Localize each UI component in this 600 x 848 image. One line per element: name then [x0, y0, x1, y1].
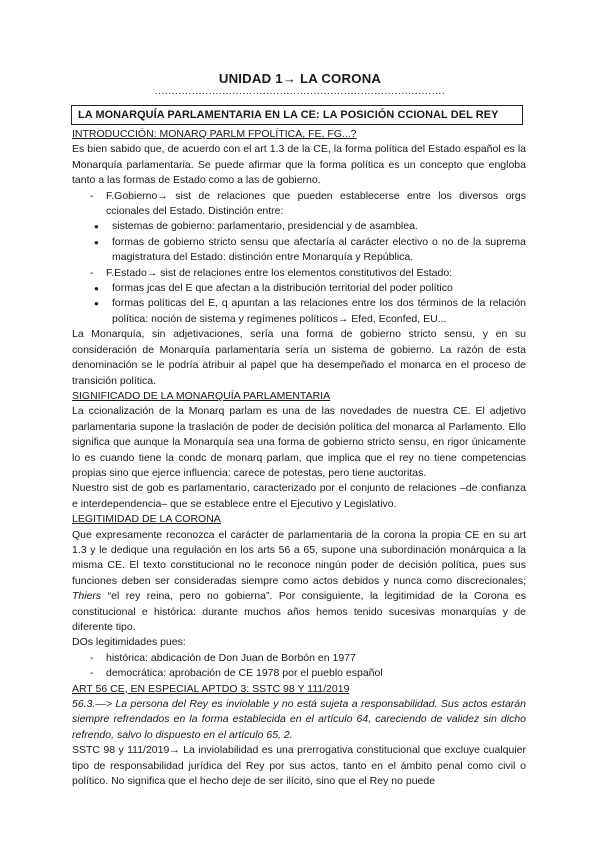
dash-item-text: F.Estado→ sist de relaciones entre los elementos constitutivos del Estado:: [106, 266, 453, 279]
intro-heading: INTRODUCCIÓN: MONARQ PARLM FPOLÍTICA, FE, FG...?: [72, 128, 357, 140]
legitimidad-heading: LEGITIMIDAD DE LA CORONA: [72, 513, 221, 526]
intro-dash-list: [72, 189, 526, 328]
legitimidad-text-italic: Thiers: [72, 590, 102, 603]
legitimidad-text-a: Que expresamente reconozca el carácter de parlamentaria de la corona la propia CE en su art 1.3 y le dedique una regulación en los arts 56 a 65, supone una subordinación monárquica a la misma CE. El texto constitucional no le reconoce ningún poder de decisión política, pues sus funciones deben ser consideradas siempre como actos debidos y nunca como discrecionales;: [72, 528, 526, 587]
dash-item-estado: [72, 266, 526, 328]
significado-paragraph-1: La ccionalización de la Monarq parlam es una de las novedades de nuestra CE. El adjetivo parlamentaria supone la traslación de poder de decisión política del monarca al Parlamento. Ello significa que aunque la Monarquía sea una forma de gobierno stricto sensu, en rigor únicamente lo es cuando tiene la condc de monarq parlam, que implica que el rey no tiene competencias propias sino que ejerce influencia: carece de potestas, pero tiene auctoritas.: [72, 405, 526, 479]
bullet-item: ● sistemas de gobierno: parlamentario, presidencial y de asamblea.: [72, 219, 526, 234]
legitimidad-paragraph: [72, 528, 526, 636]
art56-quote: 56.3.—> La persona del Rey es inviolable y no está sujeta a responsabilidad. Sus actos estarán siempre refrendados en la forma establecida en el artículo 64, careciendo de validez sin dicho refrendo, salvo lo dispuesto en el artículo 65, 2.: [72, 698, 526, 741]
legitimidad-list: [72, 651, 526, 682]
document-body: [72, 127, 526, 789]
gobierno-bullets: [72, 219, 526, 265]
significado-heading: SIGNIFICADO DE LA MONARQUÍA PARLAMENTARIA: [72, 389, 331, 402]
estado-bullets: [72, 281, 526, 327]
bullet-item: ● formas políticas del E, q apuntan a las relaciones entre los dos términos de la relación política: noción de sistema y regímenes políticos→ Efed, Econfed, EU...: [72, 296, 526, 327]
list-item: - histórica: abdicación de Don Juan de Borbón en 1977: [72, 651, 526, 666]
bullet-item: ● formas de gobierno stricto sensu que afectaría al carácter electivo o no de la suprema magistratura del Estado: distinción entre Monarquía y República.: [72, 235, 526, 266]
dotted-separator: ......................................................................................: [154, 86, 446, 97]
dash-item-text: F.Gobierno→ sist de relaciones que pueden establecerse entre los diversos orgs ccionales del Estado. Distinción entre:: [106, 189, 526, 218]
legitimidad-subheading: DOs legitimidades pues:: [72, 636, 186, 649]
art56-heading: ART 56 CE, EN ESPECIAL APTDO 3: SSTC 98 Y 111/2019: [72, 682, 350, 695]
boxed-section-heading: LA MONARQUÍA PARLAMENTARIA EN LA CE: LA POSICIÓN CCIONAL DEL REY: [71, 105, 523, 125]
legitimidad-text-b: “el rey reina, pero no gobierna”. Por consiguiente, la legitimidad de la Corona es constitucional e histórica: durante muchos años hemos tenido sucesivas monarquías y de diferente tipo.: [72, 590, 526, 633]
list-item: - democrática: aprobación de CE 1978 por el pueblo español: [72, 666, 526, 681]
significado-paragraph-2: Nuestro sist de gob es parlamentario, caracterizado por el conjunto de relaciones –de confianza e interdependencia– que se establece entre el Ejecutivo y Legislativo.: [72, 482, 526, 510]
intro-paragraph-2: La Monarquía, sin adjetivaciones, sería una forma de gobierno stricto sensu, y en su consideración de Monarquía parlamentaria sería un sistema de gobierno. La razón de esta denominación se le podría atribuir al papel que ha desempeñado el monarca en el proceso de transición política.: [72, 328, 526, 387]
intro-paragraph-1: Es bien sabido que, de acuerdo con el art 1.3 de la CE, la forma política del Estado español es la Monarquía parlamentaria. Se puede afirmar que la forma política es un concepto que engloba tanto a las formas de Estado como a las de gobierno.: [72, 143, 526, 187]
art56-paragraph: SSTC 98 y 111/2019→ La inviolabilidad es una prerrogativa constitucional que excluye cualquier tipo de responsabilidad jurídica del Rey por sus actos, tanto en el ámbito penal como civil o político. No significa que el hecho deje de ser ilícito, sino que el Rey no puede: [72, 744, 526, 788]
bullet-item: ● formas jcas del E que afectan a la distribución territorial del poder político: [72, 281, 526, 296]
dash-item-gobierno: [72, 189, 526, 266]
document-title: UNIDAD 1→ LA CORONA: [218, 71, 382, 86]
